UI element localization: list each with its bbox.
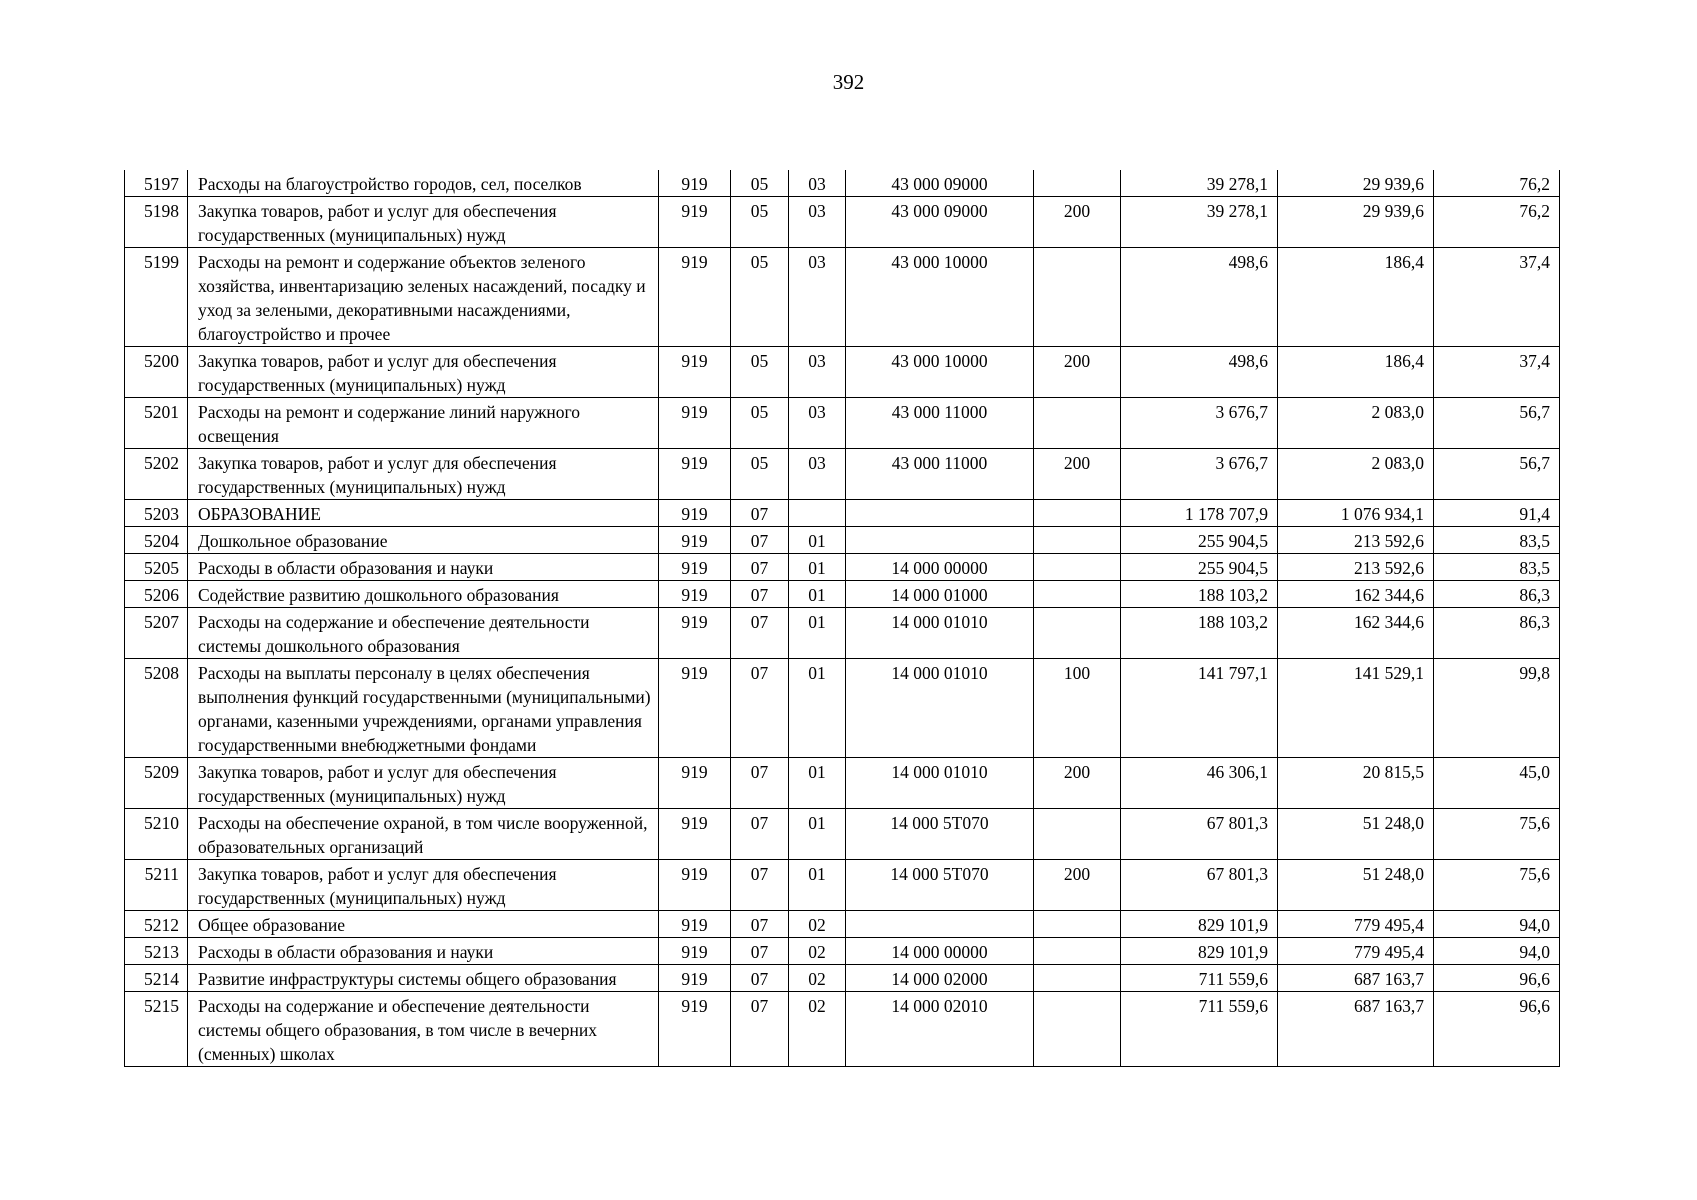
- expense-type-cell: [1034, 809, 1121, 860]
- expense-type-cell: [1034, 938, 1121, 965]
- table-row: [125, 860, 1560, 911]
- expense-name-cell: Закупка товаров, работ и услуг для обеспечения государственных (муниципальных) нужд: [188, 449, 659, 500]
- ministry-code-cell: 919: [659, 659, 731, 758]
- planned-amount-cell: 39 278,1: [1121, 197, 1278, 248]
- execution-percent-cell: 86,3: [1434, 581, 1560, 608]
- expense-type-cell: 200: [1034, 449, 1121, 500]
- row-number-cell: 5198: [125, 197, 188, 248]
- section-code-cell: 05: [731, 170, 789, 197]
- table-row: [125, 581, 1560, 608]
- expense-type-cell: [1034, 398, 1121, 449]
- row-number-cell: 5209: [125, 758, 188, 809]
- ministry-code-cell: 919: [659, 347, 731, 398]
- expense-name-cell: Закупка товаров, работ и услуг для обеспечения государственных (муниципальных) нужд: [188, 347, 659, 398]
- execution-percent-cell: 56,7: [1434, 449, 1560, 500]
- row-number-cell: 5199: [125, 248, 188, 347]
- expense-name-cell: Расходы на содержание и обеспечение деятельности системы дошкольного образования: [188, 608, 659, 659]
- executed-amount-cell: 779 495,4: [1278, 911, 1434, 938]
- target-article-cell: 43 000 11000: [846, 398, 1034, 449]
- execution-percent-cell: 76,2: [1434, 170, 1560, 197]
- subsection-code-cell: 03: [789, 347, 846, 398]
- row-number-cell: 5202: [125, 449, 188, 500]
- budget-table: [124, 170, 1560, 1067]
- planned-amount-cell: 255 904,5: [1121, 554, 1278, 581]
- row-number-cell: 5215: [125, 992, 188, 1067]
- row-number-cell: 5201: [125, 398, 188, 449]
- row-number-cell: 5212: [125, 911, 188, 938]
- row-number-cell: 5197: [125, 170, 188, 197]
- subsection-code-cell: 03: [789, 398, 846, 449]
- expense-type-cell: [1034, 992, 1121, 1067]
- execution-percent-cell: 96,6: [1434, 965, 1560, 992]
- subsection-code-cell: 01: [789, 860, 846, 911]
- ministry-code-cell: 919: [659, 992, 731, 1067]
- planned-amount-cell: 498,6: [1121, 248, 1278, 347]
- table-body: [125, 170, 1560, 1067]
- subsection-code-cell: 01: [789, 608, 846, 659]
- section-code-cell: 07: [731, 608, 789, 659]
- subsection-code-cell: 01: [789, 527, 846, 554]
- planned-amount-cell: 188 103,2: [1121, 581, 1278, 608]
- expense-name-cell: Расходы на благоустройство городов, сел, поселков: [188, 170, 659, 197]
- planned-amount-cell: 829 101,9: [1121, 911, 1278, 938]
- executed-amount-cell: 687 163,7: [1278, 965, 1434, 992]
- expense-type-cell: [1034, 527, 1121, 554]
- table-row: [125, 248, 1560, 347]
- target-article-cell: 14 000 5Т070: [846, 860, 1034, 911]
- execution-percent-cell: 37,4: [1434, 248, 1560, 347]
- executed-amount-cell: 29 939,6: [1278, 197, 1434, 248]
- target-article-cell: 43 000 09000: [846, 170, 1034, 197]
- expense-name-cell: Расходы на ремонт и содержание линий наружного освещения: [188, 398, 659, 449]
- subsection-code-cell: 01: [789, 809, 846, 860]
- planned-amount-cell: 711 559,6: [1121, 992, 1278, 1067]
- target-article-cell: [846, 527, 1034, 554]
- expense-type-cell: [1034, 248, 1121, 347]
- executed-amount-cell: 186,4: [1278, 347, 1434, 398]
- execution-percent-cell: 83,5: [1434, 527, 1560, 554]
- table-row: [125, 527, 1560, 554]
- expense-name-cell: Закупка товаров, работ и услуг для обеспечения государственных (муниципальных) нужд: [188, 860, 659, 911]
- target-article-cell: 14 000 02000: [846, 965, 1034, 992]
- planned-amount-cell: 188 103,2: [1121, 608, 1278, 659]
- executed-amount-cell: 20 815,5: [1278, 758, 1434, 809]
- expense-type-cell: 200: [1034, 860, 1121, 911]
- target-article-cell: 43 000 10000: [846, 347, 1034, 398]
- target-article-cell: 14 000 01010: [846, 758, 1034, 809]
- executed-amount-cell: 213 592,6: [1278, 554, 1434, 581]
- planned-amount-cell: 498,6: [1121, 347, 1278, 398]
- section-code-cell: 07: [731, 860, 789, 911]
- subsection-code-cell: 01: [789, 554, 846, 581]
- expense-type-cell: [1034, 965, 1121, 992]
- executed-amount-cell: 51 248,0: [1278, 809, 1434, 860]
- expense-name-cell: Общее образование: [188, 911, 659, 938]
- section-code-cell: 07: [731, 992, 789, 1067]
- expense-type-cell: [1034, 554, 1121, 581]
- table-row: [125, 449, 1560, 500]
- ministry-code-cell: 919: [659, 197, 731, 248]
- row-number-cell: 5200: [125, 347, 188, 398]
- ministry-code-cell: 919: [659, 527, 731, 554]
- expense-type-cell: [1034, 581, 1121, 608]
- table-row: [125, 347, 1560, 398]
- page-number: 392: [832, 70, 865, 94]
- row-number-cell: 5211: [125, 860, 188, 911]
- subsection-code-cell: 02: [789, 965, 846, 992]
- planned-amount-cell: 255 904,5: [1121, 527, 1278, 554]
- expense-name-cell: Расходы в области образования и науки: [188, 938, 659, 965]
- ministry-code-cell: 919: [659, 398, 731, 449]
- executed-amount-cell: 51 248,0: [1278, 860, 1434, 911]
- expense-name-cell: Расходы на выплаты персоналу в целях обеспечения выполнения функций государственными (муниципальными) органами, казенными учреждениями, органами управления государственными внебюджетными фондами: [188, 659, 659, 758]
- table-row: [125, 500, 1560, 527]
- execution-percent-cell: 91,4: [1434, 500, 1560, 527]
- execution-percent-cell: 83,5: [1434, 554, 1560, 581]
- section-code-cell: 05: [731, 398, 789, 449]
- section-code-cell: 05: [731, 197, 789, 248]
- executed-amount-cell: 2 083,0: [1278, 449, 1434, 500]
- target-article-cell: 14 000 01000: [846, 581, 1034, 608]
- ministry-code-cell: 919: [659, 581, 731, 608]
- ministry-code-cell: 919: [659, 860, 731, 911]
- table-row: [125, 608, 1560, 659]
- planned-amount-cell: 39 278,1: [1121, 170, 1278, 197]
- execution-percent-cell: 86,3: [1434, 608, 1560, 659]
- section-code-cell: 05: [731, 347, 789, 398]
- expense-type-cell: [1034, 608, 1121, 659]
- row-number-cell: 5213: [125, 938, 188, 965]
- section-code-cell: 07: [731, 965, 789, 992]
- row-number-cell: 5210: [125, 809, 188, 860]
- section-code-cell: 07: [731, 581, 789, 608]
- execution-percent-cell: 96,6: [1434, 992, 1560, 1067]
- row-number-cell: 5206: [125, 581, 188, 608]
- target-article-cell: 14 000 01010: [846, 608, 1034, 659]
- section-code-cell: 07: [731, 500, 789, 527]
- expense-name-cell: Расходы на обеспечение охраной, в том числе вооруженной, образовательных организаций: [188, 809, 659, 860]
- table-row: [125, 938, 1560, 965]
- planned-amount-cell: 67 801,3: [1121, 860, 1278, 911]
- table-row: [125, 758, 1560, 809]
- subsection-code-cell: 03: [789, 449, 846, 500]
- table-row: [125, 965, 1560, 992]
- target-article-cell: 43 000 11000: [846, 449, 1034, 500]
- ministry-code-cell: 919: [659, 758, 731, 809]
- row-number-cell: 5203: [125, 500, 188, 527]
- expense-name-cell: Расходы на ремонт и содержание объектов зеленого хозяйства, инвентаризацию зеленых насаждений, посадку и уход за зелеными, декоративными насаждениями, благоустройство и прочее: [188, 248, 659, 347]
- target-article-cell: [846, 911, 1034, 938]
- expense-name-cell: Закупка товаров, работ и услуг для обеспечения государственных (муниципальных) нужд: [188, 758, 659, 809]
- executed-amount-cell: 186,4: [1278, 248, 1434, 347]
- subsection-code-cell: 03: [789, 197, 846, 248]
- planned-amount-cell: 3 676,7: [1121, 449, 1278, 500]
- executed-amount-cell: 29 939,6: [1278, 170, 1434, 197]
- subsection-code-cell: 03: [789, 170, 846, 197]
- execution-percent-cell: 76,2: [1434, 197, 1560, 248]
- section-code-cell: 07: [731, 911, 789, 938]
- table-row: [125, 992, 1560, 1067]
- table-row: [125, 197, 1560, 248]
- ministry-code-cell: 919: [659, 554, 731, 581]
- execution-percent-cell: 75,6: [1434, 809, 1560, 860]
- executed-amount-cell: 162 344,6: [1278, 608, 1434, 659]
- table-row: [125, 911, 1560, 938]
- target-article-cell: 14 000 00000: [846, 938, 1034, 965]
- expense-name-cell: Содействие развитию дошкольного образования: [188, 581, 659, 608]
- expense-type-cell: 100: [1034, 659, 1121, 758]
- row-number-cell: 5208: [125, 659, 188, 758]
- subsection-code-cell: 02: [789, 992, 846, 1067]
- executed-amount-cell: 779 495,4: [1278, 938, 1434, 965]
- row-number-cell: 5204: [125, 527, 188, 554]
- expense-type-cell: [1034, 911, 1121, 938]
- executed-amount-cell: 141 529,1: [1278, 659, 1434, 758]
- expense-name-cell: Дошкольное образование: [188, 527, 659, 554]
- expense-type-cell: 200: [1034, 347, 1121, 398]
- target-article-cell: [846, 500, 1034, 527]
- target-article-cell: 14 000 01010: [846, 659, 1034, 758]
- subsection-code-cell: 01: [789, 758, 846, 809]
- expense-type-cell: [1034, 500, 1121, 527]
- target-article-cell: 14 000 5Т070: [846, 809, 1034, 860]
- ministry-code-cell: 919: [659, 938, 731, 965]
- section-code-cell: 05: [731, 449, 789, 500]
- expense-type-cell: 200: [1034, 758, 1121, 809]
- execution-percent-cell: 45,0: [1434, 758, 1560, 809]
- target-article-cell: 14 000 00000: [846, 554, 1034, 581]
- expense-name-cell: Расходы в области образования и науки: [188, 554, 659, 581]
- planned-amount-cell: 829 101,9: [1121, 938, 1278, 965]
- row-number-cell: 5207: [125, 608, 188, 659]
- ministry-code-cell: 919: [659, 248, 731, 347]
- executed-amount-cell: 213 592,6: [1278, 527, 1434, 554]
- subsection-code-cell: 02: [789, 911, 846, 938]
- executed-amount-cell: 687 163,7: [1278, 992, 1434, 1067]
- planned-amount-cell: 46 306,1: [1121, 758, 1278, 809]
- section-code-cell: 07: [731, 809, 789, 860]
- target-article-cell: 14 000 02010: [846, 992, 1034, 1067]
- section-code-cell: 07: [731, 659, 789, 758]
- ministry-code-cell: 919: [659, 809, 731, 860]
- ministry-code-cell: 919: [659, 500, 731, 527]
- expense-type-cell: 200: [1034, 197, 1121, 248]
- target-article-cell: 43 000 10000: [846, 248, 1034, 347]
- expense-name-cell: Закупка товаров, работ и услуг для обеспечения государственных (муниципальных) нужд: [188, 197, 659, 248]
- planned-amount-cell: 3 676,7: [1121, 398, 1278, 449]
- expense-type-cell: [1034, 170, 1121, 197]
- section-code-cell: 05: [731, 248, 789, 347]
- expense-name-cell: ОБРАЗОВАНИЕ: [188, 500, 659, 527]
- subsection-code-cell: 01: [789, 581, 846, 608]
- row-number-cell: 5205: [125, 554, 188, 581]
- executed-amount-cell: 162 344,6: [1278, 581, 1434, 608]
- table-row: [125, 809, 1560, 860]
- subsection-code-cell: [789, 500, 846, 527]
- ministry-code-cell: 919: [659, 911, 731, 938]
- executed-amount-cell: 2 083,0: [1278, 398, 1434, 449]
- subsection-code-cell: 03: [789, 248, 846, 347]
- section-code-cell: 07: [731, 527, 789, 554]
- section-code-cell: 07: [731, 554, 789, 581]
- ministry-code-cell: 919: [659, 965, 731, 992]
- execution-percent-cell: 99,8: [1434, 659, 1560, 758]
- planned-amount-cell: 1 178 707,9: [1121, 500, 1278, 527]
- section-code-cell: 07: [731, 758, 789, 809]
- target-article-cell: 43 000 09000: [846, 197, 1034, 248]
- subsection-code-cell: 01: [789, 659, 846, 758]
- planned-amount-cell: 141 797,1: [1121, 659, 1278, 758]
- execution-percent-cell: 56,7: [1434, 398, 1560, 449]
- table-row: [125, 554, 1560, 581]
- expense-name-cell: Расходы на содержание и обеспечение деятельности системы общего образования, в том числе в вечерних (сменных) школах: [188, 992, 659, 1067]
- execution-percent-cell: 94,0: [1434, 911, 1560, 938]
- planned-amount-cell: 711 559,6: [1121, 965, 1278, 992]
- table-row: [125, 659, 1560, 758]
- table-row: [125, 170, 1560, 197]
- ministry-code-cell: 919: [659, 608, 731, 659]
- ministry-code-cell: 919: [659, 449, 731, 500]
- ministry-code-cell: 919: [659, 170, 731, 197]
- row-number-cell: 5214: [125, 965, 188, 992]
- execution-percent-cell: 37,4: [1434, 347, 1560, 398]
- section-code-cell: 07: [731, 938, 789, 965]
- planned-amount-cell: 67 801,3: [1121, 809, 1278, 860]
- expense-name-cell: Развитие инфраструктуры системы общего образования: [188, 965, 659, 992]
- executed-amount-cell: 1 076 934,1: [1278, 500, 1434, 527]
- execution-percent-cell: 94,0: [1434, 938, 1560, 965]
- subsection-code-cell: 02: [789, 938, 846, 965]
- table-row: [125, 398, 1560, 449]
- execution-percent-cell: 75,6: [1434, 860, 1560, 911]
